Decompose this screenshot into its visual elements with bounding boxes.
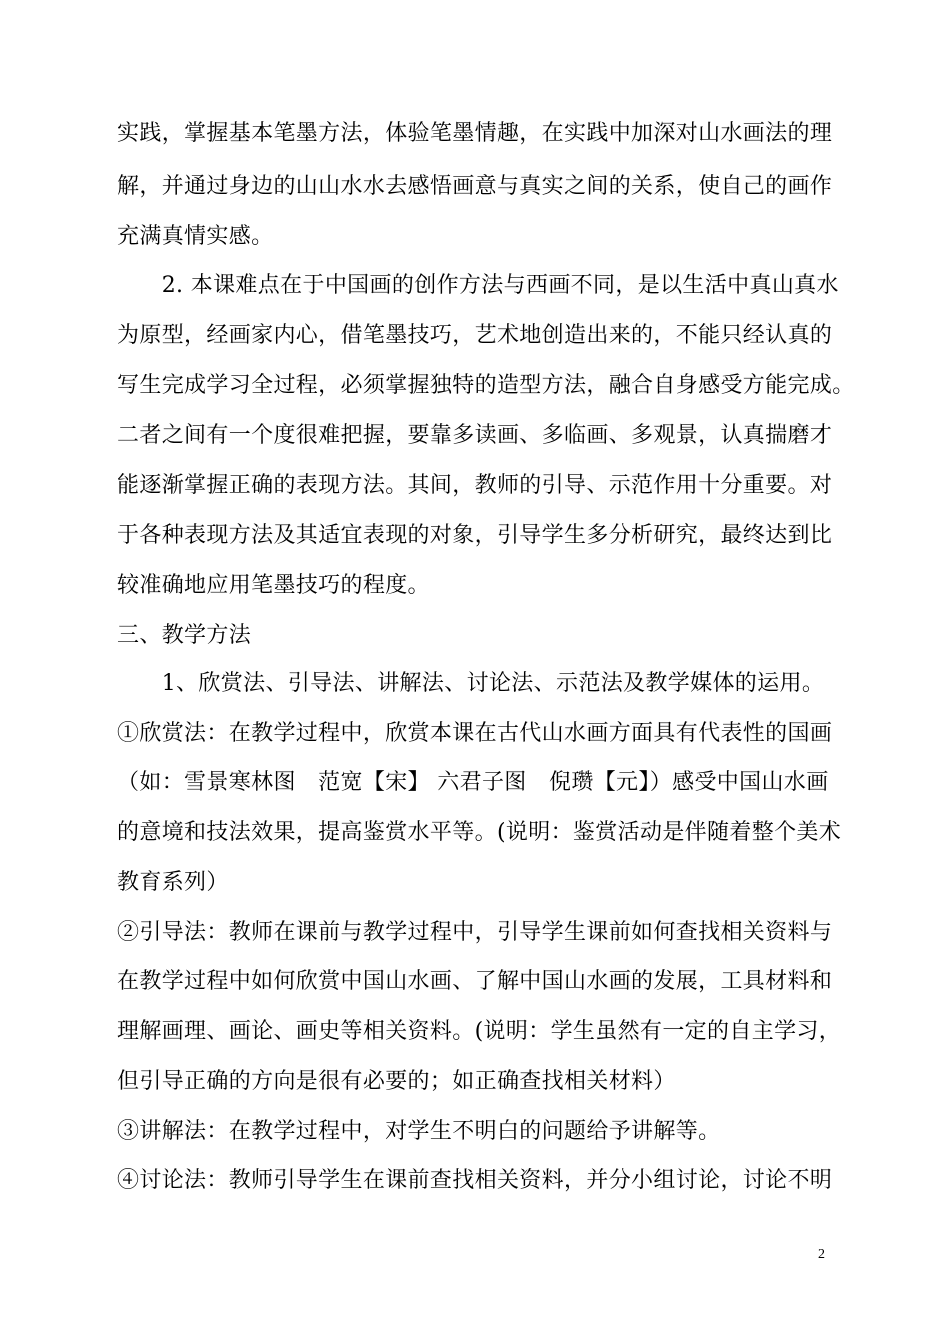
text-line: ①欣赏法：在教学过程中，欣赏本课在古代山水画方面具有代表性的国画 [117,721,833,746]
text-line: 二者之间有一个度很难把握，要靠多读画、多临画、多观景，认真揣磨才 [117,423,833,448]
text-line: ②引导法：教师在课前与教学过程中，引导学生课前如何查找相关资料与 [117,920,833,945]
text-line: 在教学过程中如何欣赏中国山水画、了解中国山水画的发展，工具材料和 [117,969,833,994]
text-line: 解，并通过身边的山山水水去感悟画意与真实之间的关系，使自己的画作 [117,174,833,199]
section-heading: 三、教学方法 [117,623,252,648]
text-line: 但引导正确的方向是很有必要的；如正确查找相关材料） [117,1069,676,1094]
text-line: 为原型，经画家内心，借笔墨技巧，艺术地创造出来的，不能只经认真的 [117,323,833,348]
text-line: 于各种表现方法及其适宜表现的对象，引导学生多分析研究，最终达到比 [117,523,833,548]
text-line: 较准确地应用笔墨技巧的程度。 [117,573,430,598]
text-line: 能逐渐掌握正确的表现方法。其间，教师的引导、示范作用十分重要。对 [117,473,833,498]
text-line: 的意境和技法效果，提高鉴赏水平等。(说明：鉴赏活动是伴随着整个美术 [117,820,842,845]
text-line: 实践，掌握基本笔墨方法，体验笔墨情趣，在实践中加深对山水画法的理 [117,121,833,146]
text-line: 理解画理、画论、画史等相关资料。(说明：学生虽然有一定的自主学习， [117,1019,842,1044]
text-line: 充满真情实感。 [117,224,274,249]
text-line: 教育系列） [117,870,229,895]
text-line: ③讲解法：在教学过程中，对学生不明白的问题给予讲解等。 [117,1119,721,1144]
text-line: 写生完成学习全过程，必须掌握独特的造型方法，融合自身感受方能完成。 [117,373,855,398]
method-intro: 1、欣赏法、引导法、讲解法、讨论法、示范法及教学媒体的运用。 [117,671,825,696]
text-line: ④讨论法：教师引导学生在课前查找相关资料，并分小组讨论，讨论不明 [117,1168,833,1193]
text-line: 2. 本课难点在于中国画的创作方法与西画不同，是以生活中真山真水 [117,273,839,298]
text-line: （如：雪景寒林图 范宽【宋】 六君子图 倪瓒【元】）感受中国山水画 [117,770,829,795]
page-number: 2 [818,1247,825,1262]
